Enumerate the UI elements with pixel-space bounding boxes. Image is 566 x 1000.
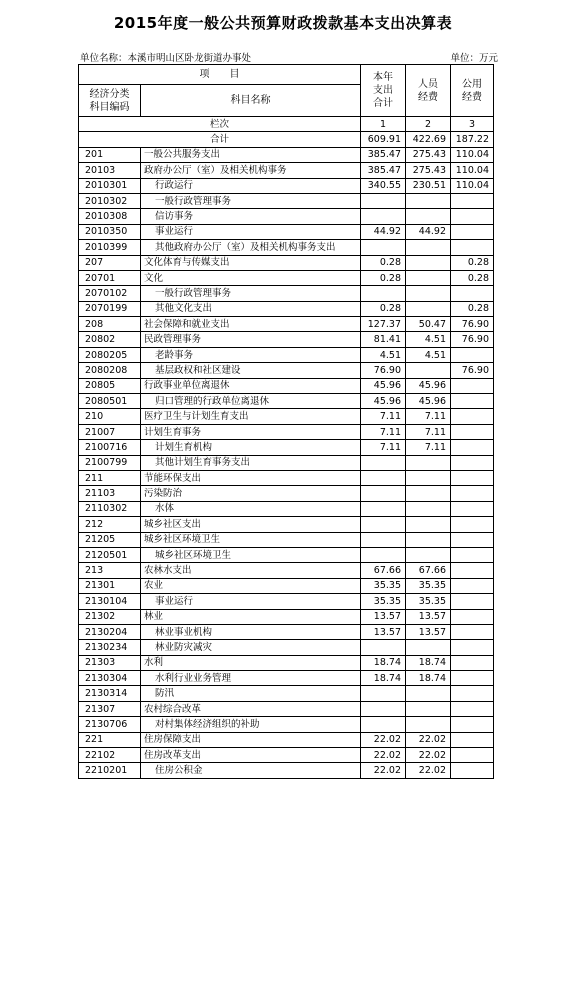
row-total: 385.47: [361, 147, 406, 162]
row-total: 13.57: [361, 624, 406, 639]
header-name: 科目名称: [141, 85, 361, 117]
row-code: 2130104: [79, 594, 141, 609]
row-total: [361, 240, 406, 255]
row-name: 医疗卫生与计划生育支出: [141, 409, 361, 424]
table-row: [79, 424, 494, 439]
row-name: 城乡社区环境卫生: [141, 532, 361, 547]
row-public: [451, 394, 494, 409]
row-personnel: [406, 517, 451, 532]
row-total: 7.11: [361, 440, 406, 455]
table-row: [79, 609, 494, 624]
row-name: 政府办公厅（室）及相关机构事务: [141, 163, 361, 178]
row-total: 7.11: [361, 409, 406, 424]
row-code: 207: [79, 255, 141, 270]
row-total: 4.51: [361, 347, 406, 362]
row-personnel: [406, 486, 451, 501]
table-row: [79, 655, 494, 670]
row-total: [361, 701, 406, 716]
table-row: [79, 332, 494, 347]
row-public: [451, 640, 494, 655]
row-code: 2130706: [79, 717, 141, 732]
row-personnel: [406, 532, 451, 547]
row-public: [451, 378, 494, 393]
row-personnel: [406, 255, 451, 270]
row-name: 文化: [141, 270, 361, 285]
unit-name: 单位名称：本溪市明山区卧龙街道办事处: [80, 53, 252, 64]
table-row: [79, 440, 494, 455]
row-name: 信访事务: [141, 209, 361, 224]
row-personnel: 22.02: [406, 748, 451, 763]
row-personnel: 18.74: [406, 655, 451, 670]
column-number-3: 3: [451, 117, 494, 132]
row-public: [451, 347, 494, 362]
column-number-2: 2: [406, 117, 451, 132]
row-total: 385.47: [361, 163, 406, 178]
row-name: 防汛: [141, 686, 361, 701]
table-row: [79, 517, 494, 532]
header-personnel: 人员 经费: [406, 65, 451, 117]
table-row: [79, 255, 494, 270]
row-public: [451, 209, 494, 224]
table-row: [79, 578, 494, 593]
row-total: 67.66: [361, 563, 406, 578]
table-row: [79, 732, 494, 747]
row-code: 2010301: [79, 178, 141, 193]
row-public: [451, 701, 494, 716]
report-title: 2015年度一般公共预算财政拨款基本支出决算表: [113, 14, 453, 32]
row-total: 7.11: [361, 424, 406, 439]
row-personnel: [406, 455, 451, 470]
row-public: [451, 455, 494, 470]
row-public: [451, 578, 494, 593]
row-public: [451, 193, 494, 208]
row-code: 2130234: [79, 640, 141, 655]
table-row: [79, 686, 494, 701]
row-public: [451, 440, 494, 455]
expenditure-table: [78, 64, 494, 779]
row-public: [451, 224, 494, 239]
row-public: [451, 470, 494, 485]
row-code: 2210201: [79, 763, 141, 778]
row-code: 21301: [79, 578, 141, 593]
row-public: [451, 424, 494, 439]
row-code: 213: [79, 563, 141, 578]
row-personnel: 67.66: [406, 563, 451, 578]
table-row: [79, 547, 494, 562]
row-code: 2110302: [79, 501, 141, 516]
sum-personnel: 422.69: [406, 132, 451, 147]
row-personnel: [406, 301, 451, 316]
table-row: [79, 717, 494, 732]
row-total: [361, 501, 406, 516]
row-code: 21103: [79, 486, 141, 501]
row-name: 老龄事务: [141, 347, 361, 362]
table-row: [79, 624, 494, 639]
row-name: 农林水支出: [141, 563, 361, 578]
row-personnel: 7.11: [406, 409, 451, 424]
row-public: [451, 240, 494, 255]
row-code: 2130204: [79, 624, 141, 639]
row-code: 2010302: [79, 193, 141, 208]
row-personnel: 7.11: [406, 440, 451, 455]
row-total: 45.96: [361, 394, 406, 409]
table-row: [79, 163, 494, 178]
row-total: [361, 470, 406, 485]
row-name: 林业防灾减灾: [141, 640, 361, 655]
table-row: [79, 147, 494, 162]
row-code: 2010399: [79, 240, 141, 255]
row-name: 行政运行: [141, 178, 361, 193]
row-personnel: [406, 701, 451, 716]
table-row: [79, 347, 494, 362]
row-public: [451, 286, 494, 301]
row-code: 22102: [79, 748, 141, 763]
unit-label: 单位：万元: [450, 53, 498, 64]
row-name: 住房改革支出: [141, 748, 361, 763]
row-total: 76.90: [361, 363, 406, 378]
row-public: [451, 532, 494, 547]
row-name: 城乡社区环境卫生: [141, 547, 361, 562]
row-name: 节能环保支出: [141, 470, 361, 485]
row-name: 其他文化支出: [141, 301, 361, 316]
header-project: 项 目: [79, 65, 361, 85]
row-name: 基层政权和社区建设: [141, 363, 361, 378]
row-public: [451, 748, 494, 763]
row-personnel: 4.51: [406, 347, 451, 362]
row-personnel: [406, 640, 451, 655]
row-public: [451, 563, 494, 578]
row-total: 0.28: [361, 301, 406, 316]
row-name: 归口管理的行政单位离退休: [141, 394, 361, 409]
table-row: [79, 178, 494, 193]
table-row: [79, 501, 494, 516]
row-code: 2080208: [79, 363, 141, 378]
row-personnel: 35.35: [406, 578, 451, 593]
row-personnel: [406, 686, 451, 701]
row-code: 21302: [79, 609, 141, 624]
row-code: 2010350: [79, 224, 141, 239]
row-public: [451, 671, 494, 686]
row-personnel: [406, 286, 451, 301]
row-total: [361, 717, 406, 732]
row-total: 44.92: [361, 224, 406, 239]
table-row: [79, 409, 494, 424]
row-personnel: [406, 547, 451, 562]
row-public: [451, 655, 494, 670]
row-code: 2120501: [79, 547, 141, 562]
row-code: 21303: [79, 655, 141, 670]
row-name: 住房保障支出: [141, 732, 361, 747]
row-name: 对村集体经济组织的补助: [141, 717, 361, 732]
row-public: [451, 609, 494, 624]
row-personnel: [406, 717, 451, 732]
row-name: 事业运行: [141, 594, 361, 609]
table-row: [79, 563, 494, 578]
table-row: [79, 748, 494, 763]
row-personnel: 275.43: [406, 163, 451, 178]
row-code: 2080501: [79, 394, 141, 409]
row-personnel: 230.51: [406, 178, 451, 193]
row-name: 林业事业机构: [141, 624, 361, 639]
row-public: 0.28: [451, 301, 494, 316]
sum-label: 合计: [79, 132, 361, 147]
row-total: 18.74: [361, 655, 406, 670]
row-code: 2130314: [79, 686, 141, 701]
row-total: 127.37: [361, 317, 406, 332]
row-total: 13.57: [361, 609, 406, 624]
row-name: 计划生育事务: [141, 424, 361, 439]
row-code: 20805: [79, 378, 141, 393]
row-code: 20701: [79, 270, 141, 285]
row-total: 35.35: [361, 594, 406, 609]
row-name: 社会保障和就业支出: [141, 317, 361, 332]
row-code: 20802: [79, 332, 141, 347]
row-personnel: 22.02: [406, 763, 451, 778]
row-personnel: 45.96: [406, 378, 451, 393]
row-code: 2100799: [79, 455, 141, 470]
row-personnel: 7.11: [406, 424, 451, 439]
table-row: [79, 532, 494, 547]
row-public: 76.90: [451, 363, 494, 378]
row-code: 2070199: [79, 301, 141, 316]
sum-total: 609.91: [361, 132, 406, 147]
header-total: 本年 支出 合计: [361, 65, 406, 117]
row-name: 一般行政管理事务: [141, 193, 361, 208]
table-row: [79, 640, 494, 655]
row-name: 污染防治: [141, 486, 361, 501]
row-public: [451, 486, 494, 501]
row-total: 45.96: [361, 378, 406, 393]
row-public: [451, 547, 494, 562]
row-public: [451, 717, 494, 732]
table-row: [79, 240, 494, 255]
row-public: 0.28: [451, 270, 494, 285]
row-personnel: [406, 193, 451, 208]
row-total: 0.28: [361, 270, 406, 285]
table-row: [79, 363, 494, 378]
table-row: [79, 209, 494, 224]
row-code: 210: [79, 409, 141, 424]
row-personnel: [406, 209, 451, 224]
row-personnel: 4.51: [406, 332, 451, 347]
row-name: 一般公共服务支出: [141, 147, 361, 162]
row-code: 20103: [79, 163, 141, 178]
row-public: [451, 732, 494, 747]
row-name: 水利行业业务管理: [141, 671, 361, 686]
row-public: 110.04: [451, 178, 494, 193]
row-personnel: 13.57: [406, 609, 451, 624]
column-label: 栏次: [79, 117, 361, 132]
row-name: 农村综合改革: [141, 701, 361, 716]
table-row: [79, 378, 494, 393]
row-name: 一般行政管理事务: [141, 286, 361, 301]
row-total: 340.55: [361, 178, 406, 193]
row-public: [451, 594, 494, 609]
header-code: 经济分类 科目编码: [79, 85, 141, 117]
table-row: [79, 701, 494, 716]
row-personnel: 275.43: [406, 147, 451, 162]
row-name: 其他政府办公厅（室）及相关机构事务支出: [141, 240, 361, 255]
row-name: 行政事业单位离退休: [141, 378, 361, 393]
row-public: 0.28: [451, 255, 494, 270]
row-code: 21205: [79, 532, 141, 547]
row-total: 35.35: [361, 578, 406, 593]
table-row: [79, 486, 494, 501]
row-public: [451, 409, 494, 424]
row-personnel: 35.35: [406, 594, 451, 609]
row-name: 文化体育与传媒支出: [141, 255, 361, 270]
row-personnel: 13.57: [406, 624, 451, 639]
table-row: [79, 193, 494, 208]
table-row: [79, 270, 494, 285]
row-total: [361, 640, 406, 655]
header-public: 公用 经费: [451, 65, 494, 117]
table-row: [79, 594, 494, 609]
table-row: [79, 317, 494, 332]
row-public: [451, 501, 494, 516]
row-name: 事业运行: [141, 224, 361, 239]
row-public: 76.90: [451, 332, 494, 347]
row-total: 22.02: [361, 748, 406, 763]
row-name: 水体: [141, 501, 361, 516]
row-total: [361, 517, 406, 532]
row-public: 110.04: [451, 147, 494, 162]
row-personnel: 45.96: [406, 394, 451, 409]
table-row: [79, 470, 494, 485]
row-total: 81.41: [361, 332, 406, 347]
row-personnel: 50.47: [406, 317, 451, 332]
row-name: 计划生育机构: [141, 440, 361, 455]
row-total: [361, 686, 406, 701]
row-code: 2100716: [79, 440, 141, 455]
row-code: 2080205: [79, 347, 141, 362]
row-code: 2010308: [79, 209, 141, 224]
row-public: [451, 686, 494, 701]
row-public: [451, 624, 494, 639]
row-total: [361, 286, 406, 301]
row-code: 221: [79, 732, 141, 747]
row-total: 22.02: [361, 732, 406, 747]
row-total: 0.28: [361, 255, 406, 270]
row-name: 其他计划生育事务支出: [141, 455, 361, 470]
table-row: [79, 455, 494, 470]
row-personnel: [406, 501, 451, 516]
row-name: 农业: [141, 578, 361, 593]
row-code: 21007: [79, 424, 141, 439]
row-code: 211: [79, 470, 141, 485]
row-public: [451, 517, 494, 532]
row-personnel: [406, 240, 451, 255]
row-code: 2070102: [79, 286, 141, 301]
row-name: 水利: [141, 655, 361, 670]
row-personnel: 44.92: [406, 224, 451, 239]
row-name: 城乡社区支出: [141, 517, 361, 532]
row-name: 民政管理事务: [141, 332, 361, 347]
row-public: 110.04: [451, 163, 494, 178]
row-total: [361, 455, 406, 470]
row-code: 208: [79, 317, 141, 332]
row-total: 22.02: [361, 763, 406, 778]
sum-public: 187.22: [451, 132, 494, 147]
row-total: [361, 209, 406, 224]
table-row: [79, 763, 494, 778]
row-total: [361, 547, 406, 562]
row-personnel: [406, 270, 451, 285]
table-row: [79, 394, 494, 409]
row-code: 2130304: [79, 671, 141, 686]
row-name: 林业: [141, 609, 361, 624]
row-total: 18.74: [361, 671, 406, 686]
row-total: [361, 532, 406, 547]
row-code: 21307: [79, 701, 141, 716]
row-public: 76.90: [451, 317, 494, 332]
table-row: [79, 286, 494, 301]
row-personnel: 18.74: [406, 671, 451, 686]
row-personnel: 22.02: [406, 732, 451, 747]
row-total: [361, 486, 406, 501]
column-number-1: 1: [361, 117, 406, 132]
row-code: 212: [79, 517, 141, 532]
row-personnel: [406, 363, 451, 378]
row-total: [361, 193, 406, 208]
table-row: [79, 671, 494, 686]
row-code: 201: [79, 147, 141, 162]
table-row: [79, 224, 494, 239]
row-name: 住房公积金: [141, 763, 361, 778]
table-row: [79, 301, 494, 316]
row-personnel: [406, 470, 451, 485]
row-public: [451, 763, 494, 778]
